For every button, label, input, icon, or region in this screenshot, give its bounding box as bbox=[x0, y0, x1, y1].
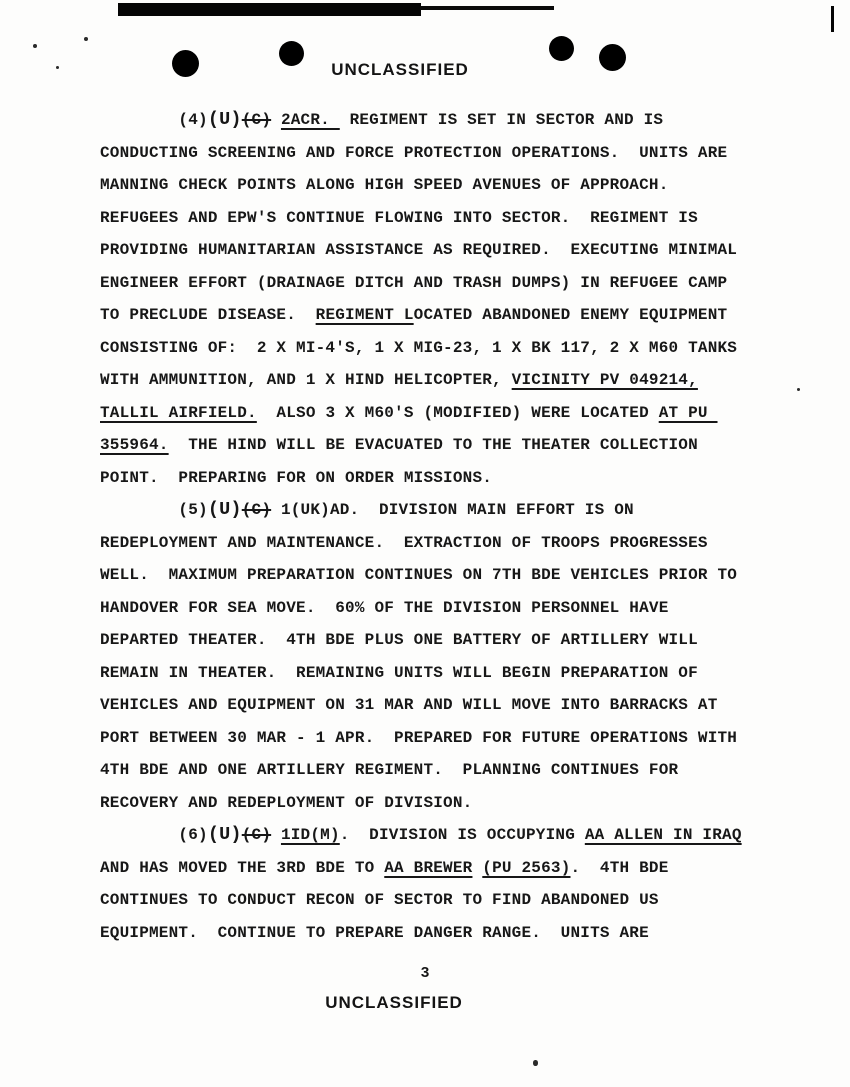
struck-classification-mark: (C) bbox=[241, 501, 272, 519]
underlined-text: TALLIL AIRFIELD. bbox=[100, 403, 257, 422]
typed-text: CONTINUES TO CONDUCT RECON OF SECTOR TO FIND ABANDONED US bbox=[100, 891, 659, 909]
text-line bbox=[100, 592, 780, 625]
typed-text: 4TH BDE AND ONE ARTILLERY REGIMENT. PLANNING CONTINUES FOR bbox=[100, 761, 679, 779]
typed-text: (U) bbox=[207, 109, 242, 130]
struck-classification-mark: (C) bbox=[241, 111, 272, 129]
underlined-text: AA BREWER bbox=[384, 858, 473, 877]
typed-text: HANDOVER FOR SEA MOVE. 60% OF THE DIVISION PERSONNEL HAVE bbox=[100, 598, 669, 617]
text-line bbox=[100, 104, 780, 137]
typed-text: DEPARTED THEATER. 4TH BDE PLUS ONE BATTERY OF ARTILLERY WILL bbox=[100, 631, 698, 649]
typed-text bbox=[271, 111, 281, 129]
text-line bbox=[100, 267, 780, 300]
text-line bbox=[100, 364, 780, 397]
text-line bbox=[100, 917, 780, 950]
text-line bbox=[100, 397, 780, 430]
typed-text: PORT BETWEEN 30 MAR - 1 APR. PREPARED FOR FUTURE OPERATIONS WITH bbox=[100, 728, 738, 747]
struck-classification-mark: (C) bbox=[241, 826, 272, 844]
typed-text: OCATED ABANDONED ENEMY EQUIPMENT bbox=[413, 306, 728, 324]
typed-text: PROVIDING HUMANITARIAN ASSISTANCE AS REQUIRED. EXECUTING MINIMAL bbox=[100, 241, 738, 259]
typed-text: MANNING CHECK POINTS ALONG HIGH SPEED AVENUES OF APPROACH. bbox=[100, 176, 669, 194]
typed-text: CONSISTING OF: 2 X MI-4'S, 1 X MIG-23, 1 X BK 117, 2 X M60 TANKS bbox=[100, 338, 738, 357]
typed-text: (5) bbox=[100, 501, 208, 519]
typed-text: ALSO 3 X M60'S (MODIFIED) WERE LOCATED bbox=[256, 403, 659, 422]
underlined-text: VICINITY PV 049214, bbox=[511, 371, 698, 389]
typed-text: (U) bbox=[207, 499, 242, 520]
scan-speck bbox=[533, 1060, 538, 1066]
text-line bbox=[100, 494, 780, 527]
typed-text: REGIMENT IS SET IN SECTOR AND IS bbox=[339, 111, 664, 129]
scan-speck bbox=[797, 388, 800, 391]
text-line bbox=[100, 852, 780, 885]
typed-text bbox=[472, 859, 482, 877]
text-line bbox=[100, 559, 780, 592]
underlined-text: AT PU bbox=[658, 403, 718, 422]
scan-artifact-tick bbox=[831, 6, 834, 32]
scan-artifact-bar bbox=[118, 3, 421, 16]
typed-text: (6) bbox=[100, 826, 208, 844]
typed-text: REMAIN IN THEATER. REMAINING UNITS WILL BEGIN PREPARATION OF bbox=[100, 663, 698, 682]
text-line bbox=[100, 299, 780, 332]
typed-text: AND HAS MOVED THE 3RD BDE TO bbox=[100, 858, 385, 877]
text-line bbox=[100, 137, 780, 170]
text-line bbox=[100, 332, 780, 365]
scan-artifact-bar-thin bbox=[420, 6, 554, 10]
header-classification: UNCLASSIFIED bbox=[331, 60, 469, 79]
text-line bbox=[100, 202, 780, 235]
underlined-text: 1ID(M) bbox=[280, 826, 340, 844]
text-line bbox=[100, 527, 780, 560]
underlined-text: (PU 2563) bbox=[482, 858, 571, 877]
typed-text: POINT. PREPARING FOR ON ORDER MISSIONS. bbox=[100, 468, 493, 487]
text-line bbox=[100, 462, 780, 495]
underlined-text: AA ALLEN IN IRAQ bbox=[584, 826, 742, 844]
text-line bbox=[100, 429, 780, 462]
typed-text: WELL. MAXIMUM PREPARATION CONTINUES ON 7TH BDE VEHICLES PRIOR TO bbox=[100, 566, 738, 584]
text-line bbox=[100, 884, 780, 917]
typed-text: TO PRECLUDE DISEASE. bbox=[100, 306, 316, 324]
text-line bbox=[100, 819, 780, 852]
text-line bbox=[100, 624, 780, 657]
scan-speck bbox=[84, 37, 88, 41]
typed-text: (4) bbox=[100, 111, 208, 129]
typed-text: 1(UK)AD. DIVISION MAIN EFFORT IS ON bbox=[271, 501, 634, 519]
document-body bbox=[100, 104, 780, 949]
typed-text: RECOVERY AND REDEPLOYMENT OF DIVISION. bbox=[100, 793, 473, 812]
typed-text: REDEPLOYMENT AND MAINTENANCE. EXTRACTION OF TROOPS PROGRESSES bbox=[100, 533, 708, 552]
typed-text: . 4TH BDE bbox=[570, 858, 669, 877]
typed-text: (U) bbox=[207, 824, 242, 845]
text-line bbox=[100, 689, 780, 722]
typed-text: REFUGEES AND EPW'S CONTINUE FLOWING INTO SECTOR. REGIMENT IS bbox=[100, 208, 698, 227]
text-line bbox=[100, 657, 780, 690]
typed-text: ENGINEER EFFORT (DRAINAGE DITCH AND TRASH DUMPS) IN REFUGEE CAMP bbox=[100, 273, 728, 292]
underlined-text: REGIMENT L bbox=[315, 306, 414, 324]
typed-text: EQUIPMENT. CONTINUE TO PREPARE DANGER RANGE. UNITS ARE bbox=[100, 923, 649, 942]
page-number: 3 bbox=[420, 965, 430, 982]
hole-punch-mark bbox=[549, 36, 574, 61]
typed-text: WITH AMMUNITION, AND 1 X HIND HELICOPTER, bbox=[100, 371, 512, 389]
typed-text bbox=[271, 826, 281, 844]
text-line bbox=[100, 722, 780, 755]
scan-speck bbox=[33, 44, 37, 48]
text-line bbox=[100, 787, 780, 820]
typed-text: CONDUCTING SCREENING AND FORCE PROTECTION OPERATIONS. UNITS ARE bbox=[100, 143, 728, 162]
typed-text: . DIVISION IS OCCUPYING bbox=[339, 826, 585, 844]
text-line bbox=[100, 754, 780, 787]
typed-text: THE HIND WILL BE EVACUATED TO THE THEATER COLLECTION bbox=[168, 436, 698, 454]
underlined-text: 2ACR. bbox=[280, 111, 340, 129]
text-line bbox=[100, 169, 780, 202]
typed-text: VEHICLES AND EQUIPMENT ON 31 MAR AND WILL MOVE INTO BARRACKS AT bbox=[100, 696, 718, 714]
footer-classification: UNCLASSIFIED bbox=[325, 993, 463, 1012]
underlined-text: 355964. bbox=[100, 436, 169, 454]
text-line bbox=[100, 234, 780, 267]
